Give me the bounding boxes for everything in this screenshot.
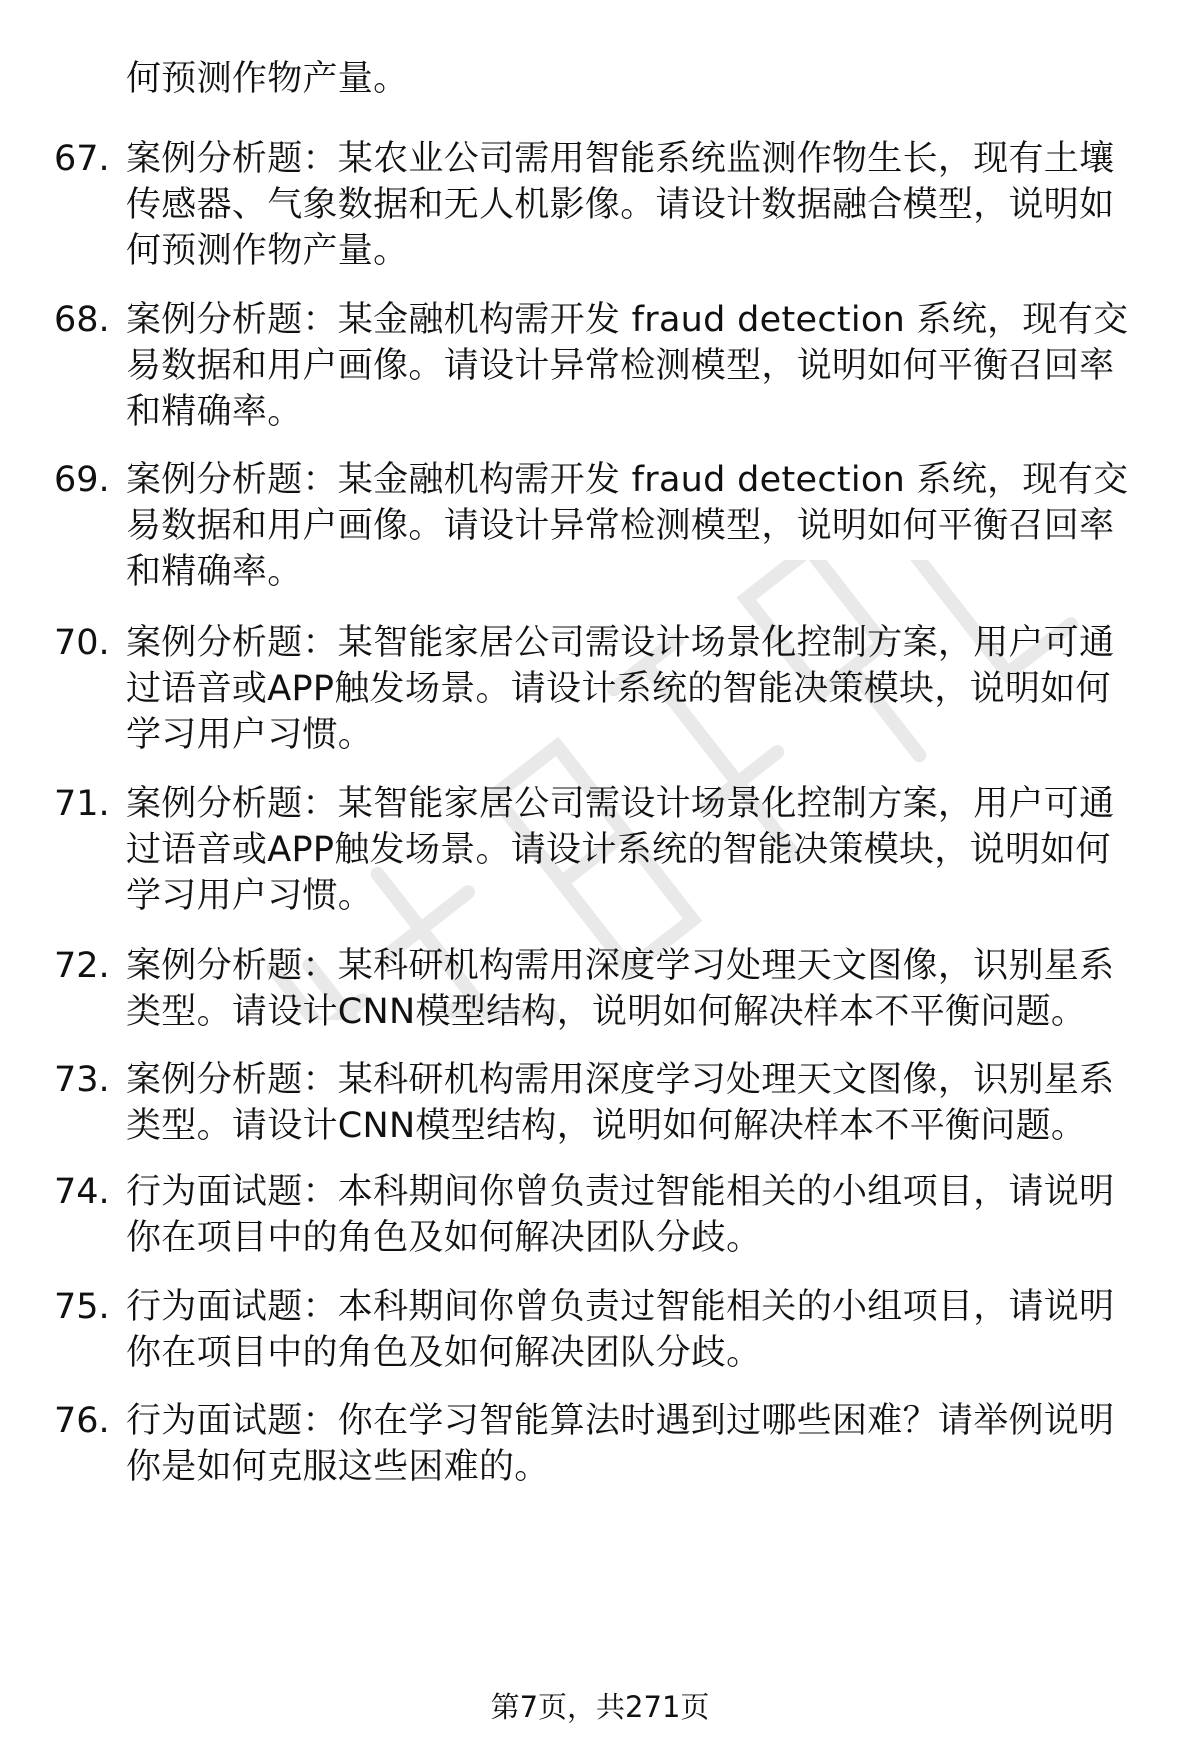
question-text-line: 学习用户习惯。 [126, 715, 374, 755]
question-text-line: 案例分析题：某智能家居公司需设计场景化控制方案，用户可通 [126, 784, 1115, 824]
question-text-line: 和精确率。 [126, 392, 303, 432]
question-text-line: 易数据和用户画像。请设计异常检测模型，说明如何平衡召回率 [126, 346, 1115, 386]
question-text-line: 你在项目中的角色及如何解决团队分歧。 [126, 1218, 762, 1258]
question-text-line: 过语音或APP触发场景。请设计系统的智能决策模块，说明如何 [126, 830, 1111, 870]
question-number: 74. [54, 1172, 110, 1212]
question-number: 70. [54, 623, 110, 663]
question-text-line: 过语音或APP触发场景。请设计系统的智能决策模块，说明如何 [126, 669, 1111, 709]
question-text-line: 你在项目中的角色及如何解决团队分歧。 [126, 1333, 762, 1373]
question-text-line: 行为面试题：你在学习智能算法时遇到过哪些困难？请举例说明 [126, 1401, 1115, 1441]
question-text-line: 行为面试题：本科期间你曾负责过智能相关的小组项目，请说明 [126, 1287, 1115, 1327]
question-number: 68. [54, 300, 110, 340]
question-number: 69. [54, 460, 110, 500]
question-text-line: 类型。请设计CNN模型结构，说明如何解决样本不平衡问题。 [126, 992, 1087, 1032]
question-text-line: 你是如何克服这些困难的。 [126, 1447, 550, 1487]
question-number: 67. [54, 139, 110, 179]
question-text-line: 学习用户习惯。 [126, 876, 374, 916]
question-text-line: 传感器、气象数据和无人机影像。请设计数据融合模型，说明如 [126, 185, 1115, 225]
page-footer: 第7页，共271页 [490, 1690, 710, 1724]
question-text-line: 易数据和用户画像。请设计异常检测模型，说明如何平衡召回率 [126, 506, 1115, 546]
question-text-line: 案例分析题：某金融机构需开发 fraud detection 系统，现有交 [126, 300, 1129, 340]
question-number: 76. [54, 1401, 110, 1441]
question-number: 75. [54, 1287, 110, 1327]
question-text-line: 和精确率。 [126, 552, 303, 592]
question-text-line: 案例分析题：某农业公司需用智能系统监测作物生长，现有土壤 [126, 139, 1115, 179]
continued-text-line: 何预测作物产量。 [126, 59, 409, 99]
question-text-line: 案例分析题：某金融机构需开发 fraud detection 系统，现有交 [126, 460, 1129, 500]
question-text-line: 案例分析题：某科研机构需用深度学习处理天文图像，识别星系 [126, 1060, 1115, 1100]
question-number: 71. [54, 784, 110, 824]
question-text-line: 案例分析题：某科研机构需用深度学习处理天文图像，识别星系 [126, 946, 1115, 986]
question-text-line: 行为面试题：本科期间你曾负责过智能相关的小组项目，请说明 [126, 1172, 1115, 1212]
question-text-line: 类型。请设计CNN模型结构，说明如何解决样本不平衡问题。 [126, 1106, 1087, 1146]
question-number: 73. [54, 1060, 110, 1100]
question-number: 72. [54, 946, 110, 986]
question-text-line: 何预测作物产量。 [126, 231, 409, 271]
question-text-line: 案例分析题：某智能家居公司需设计场景化控制方案，用户可通 [126, 623, 1115, 663]
